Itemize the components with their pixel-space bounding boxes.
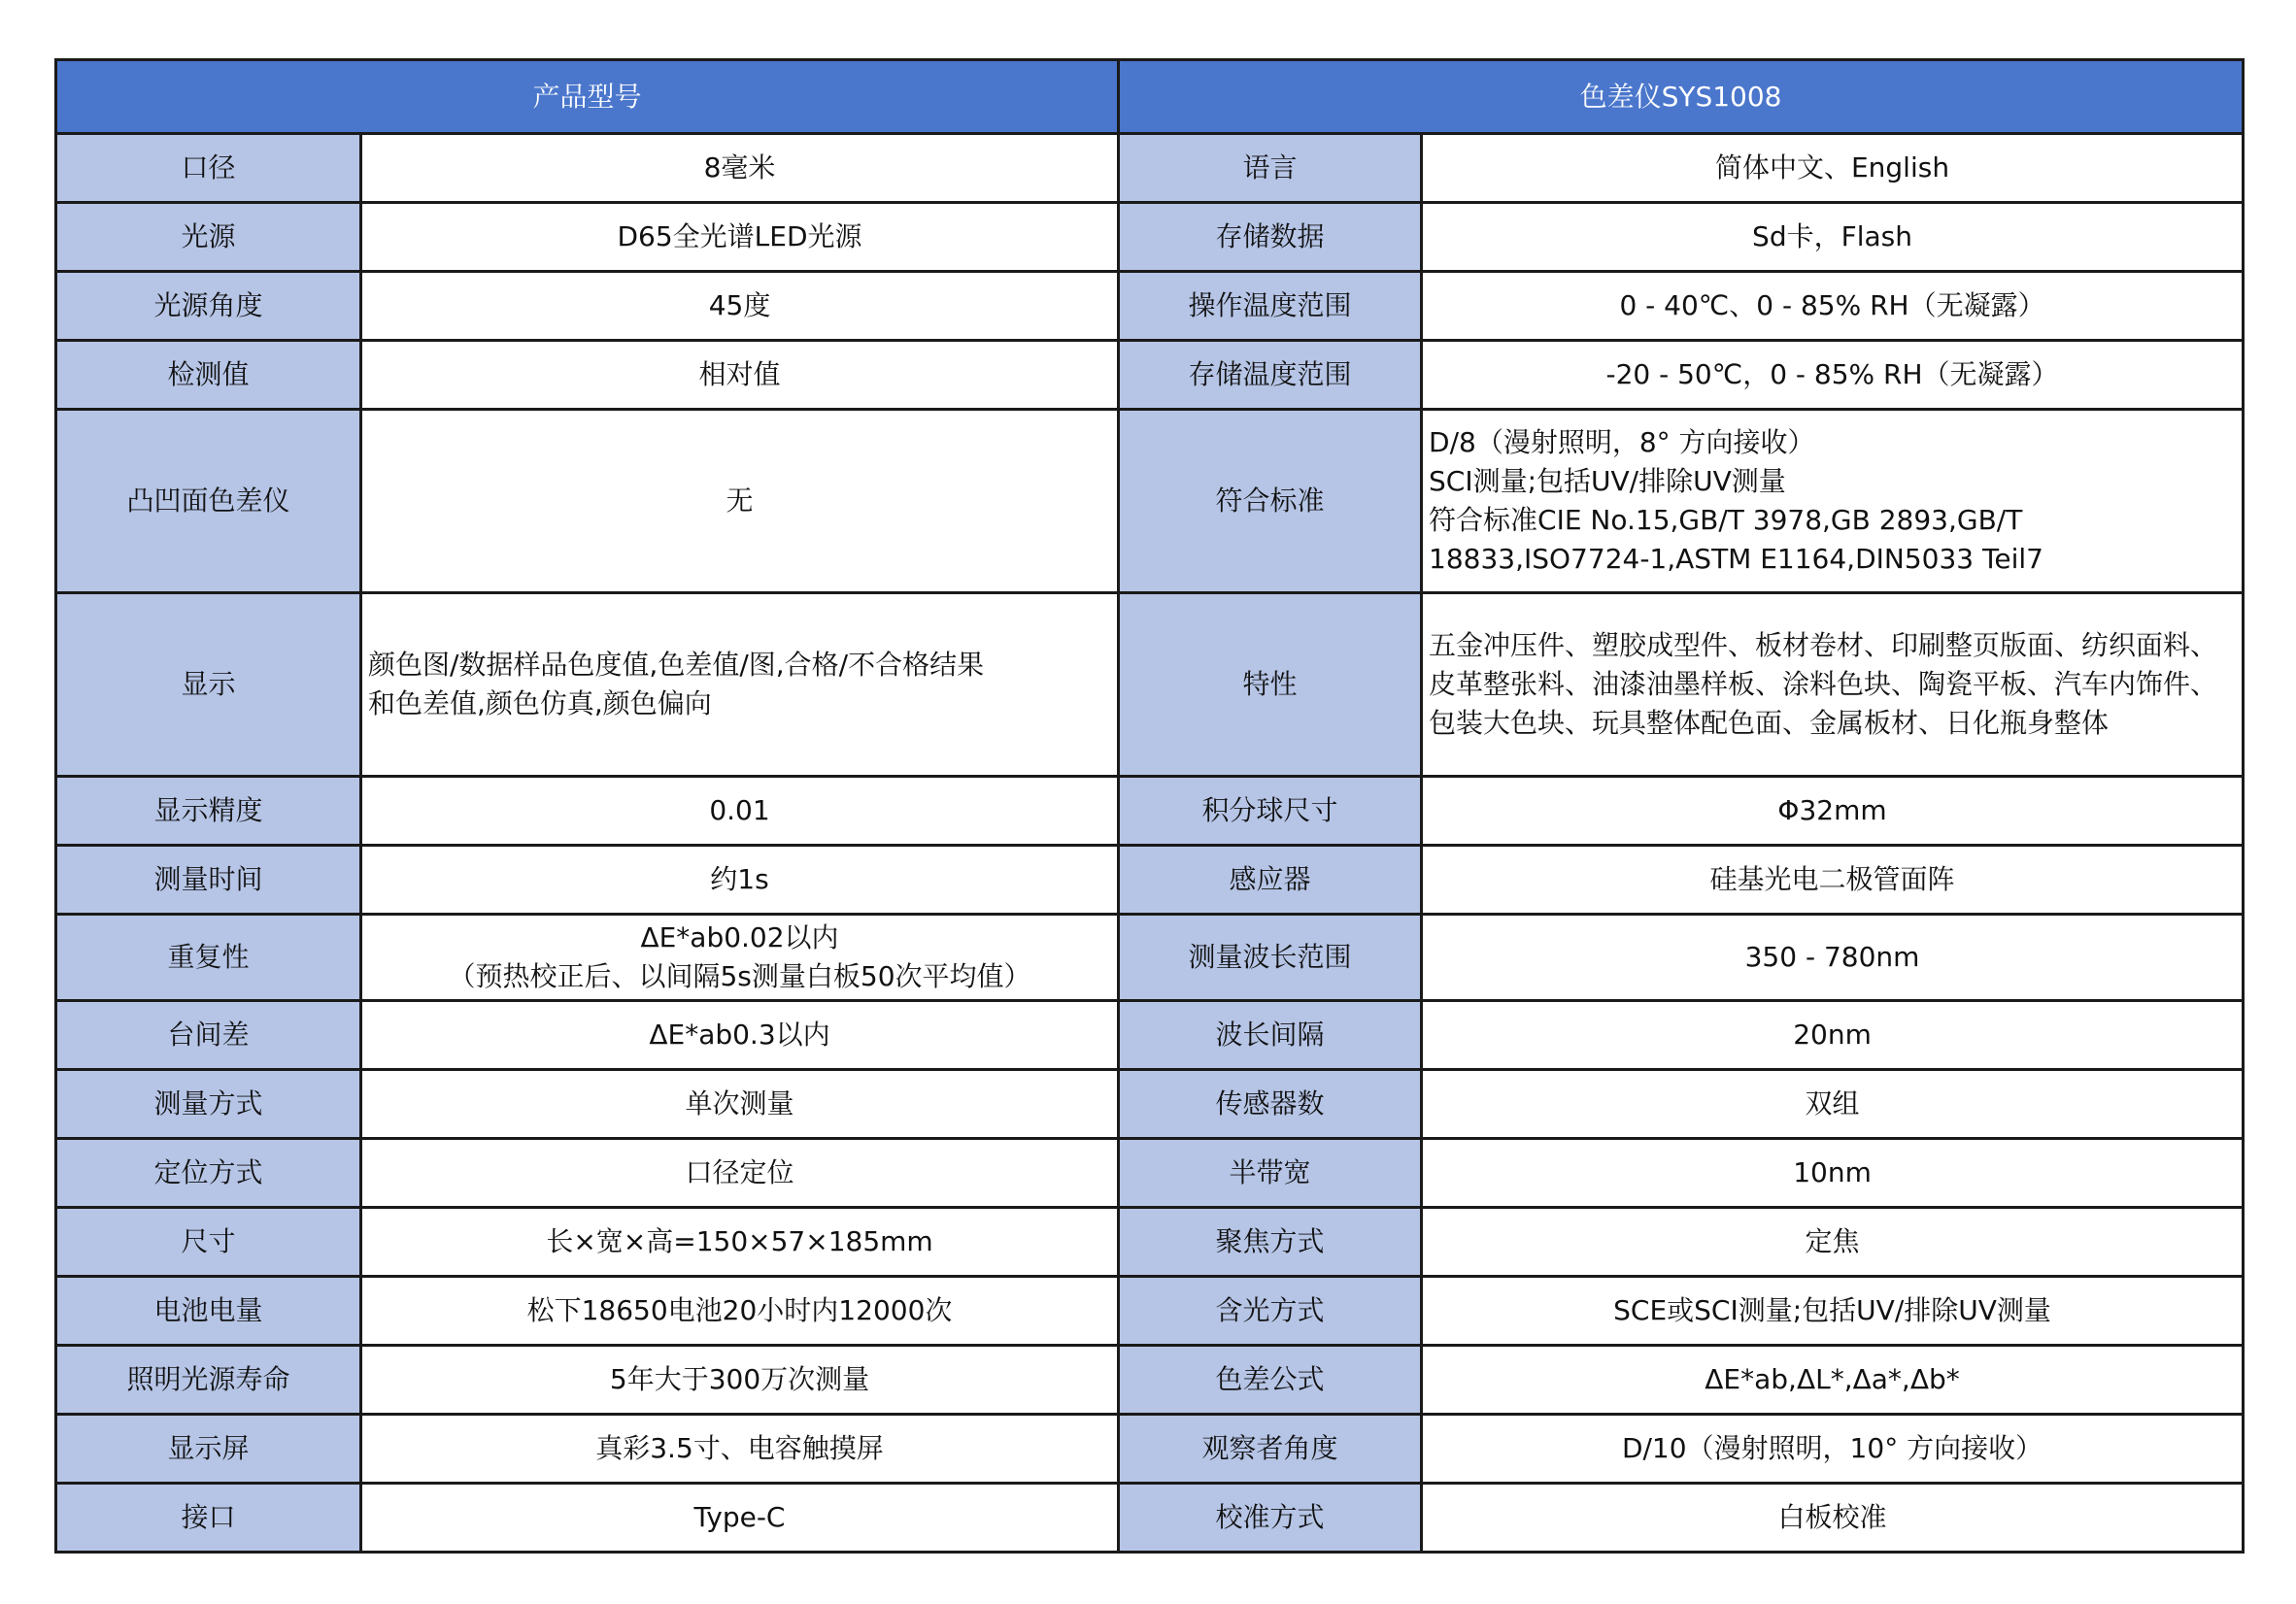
- spec-label: 光源: [56, 203, 361, 272]
- table-row: [56, 1277, 2244, 1346]
- spec-label: 测量时间: [56, 846, 361, 915]
- spec-value: SCE或SCI测量;包括UV/排除UV测量: [1422, 1277, 2244, 1346]
- spec-value: 颜色图/数据样品色度值,色差值/图,合格/不合格结果 和色差值,颜色仿真,颜色偏向: [361, 593, 1119, 777]
- spec-label: 聚焦方式: [1119, 1208, 1422, 1277]
- spec-value: 定焦: [1422, 1208, 2244, 1277]
- table-row: [56, 1001, 2244, 1070]
- spec-label: 观察者角度: [1119, 1415, 1422, 1484]
- spec-value: -20 - 50℃，0 - 85% RH（无凝露）: [1422, 341, 2244, 410]
- spec-label: 电池电量: [56, 1277, 361, 1346]
- spec-value: Φ32mm: [1422, 777, 2244, 846]
- spec-label: 显示: [56, 593, 361, 777]
- spec-value: 350 - 780nm: [1422, 915, 2244, 1001]
- spec-label: 显示精度: [56, 777, 361, 846]
- table-row: [56, 1070, 2244, 1139]
- table-row: [56, 272, 2244, 341]
- table-row: [56, 203, 2244, 272]
- spec-value: 双组: [1422, 1070, 2244, 1139]
- spec-label: 存储数据: [1119, 203, 1422, 272]
- spec-value: 0 - 40℃、0 - 85% RH（无凝露）: [1422, 272, 2244, 341]
- spec-value: Sd卡，Flash: [1422, 203, 2244, 272]
- spec-value: 长×宽×高=150×57×185mm: [361, 1208, 1119, 1277]
- spec-value: 10nm: [1422, 1139, 2244, 1208]
- spec-label: 操作温度范围: [1119, 272, 1422, 341]
- spec-label: 检测值: [56, 341, 361, 410]
- spec-label: 感应器: [1119, 846, 1422, 915]
- spec-value: 硅基光电二极管面阵: [1422, 846, 2244, 915]
- spec-label: 台间差: [56, 1001, 361, 1070]
- spec-label: 存储温度范围: [1119, 341, 1422, 410]
- product-model-header: 产品型号: [56, 60, 1119, 134]
- table-row: [56, 1208, 2244, 1277]
- table-row: [56, 915, 2244, 1001]
- spec-label: 凸凹面色差仪: [56, 410, 361, 593]
- spec-label: 含光方式: [1119, 1277, 1422, 1346]
- spec-value: 白板校准: [1422, 1484, 2244, 1553]
- spec-label: 校准方式: [1119, 1484, 1422, 1553]
- spec-label: 波长间隔: [1119, 1001, 1422, 1070]
- spec-value: Type-C: [361, 1484, 1119, 1553]
- spec-value: 真彩3.5寸、电容触摸屏: [361, 1415, 1119, 1484]
- table-row: [56, 410, 2244, 593]
- spec-label: 照明光源寿命: [56, 1346, 361, 1415]
- spec-label: 传感器数: [1119, 1070, 1422, 1139]
- spec-label: 接口: [56, 1484, 361, 1553]
- spec-label: 光源角度: [56, 272, 361, 341]
- spec-label: 口径: [56, 134, 361, 203]
- spec-value: 0.01: [361, 777, 1119, 846]
- spec-value: 松下18650电池20小时内12000次: [361, 1277, 1119, 1346]
- table-row: [56, 341, 2244, 410]
- header-row: [56, 60, 2244, 134]
- spec-label: 重复性: [56, 915, 361, 1001]
- table-row: [56, 134, 2244, 203]
- spec-label: 定位方式: [56, 1139, 361, 1208]
- spec-value: D/10（漫射照明，10° 方向接收）: [1422, 1415, 2244, 1484]
- spec-table: [54, 58, 2245, 1554]
- spec-value: 五金冲压件、塑胶成型件、板材卷材、印刷整页版面、纺织面料、皮革整张料、油漆油墨样板、涂料色块、陶瓷平板、汽车内饰件、包装大色块、玩具整体配色面、金属板材、日化瓶身整体: [1422, 593, 2244, 777]
- table-row: [56, 1484, 2244, 1553]
- table-row: [56, 593, 2244, 777]
- spec-value: ΔE*ab0.3以内: [361, 1001, 1119, 1070]
- spec-label: 符合标准: [1119, 410, 1422, 593]
- spec-value: 约1s: [361, 846, 1119, 915]
- spec-label: 语言: [1119, 134, 1422, 203]
- spec-value: 相对值: [361, 341, 1119, 410]
- spec-value: 口径定位: [361, 1139, 1119, 1208]
- spec-value: ΔE*ab0.02以内 （预热校正后、以间隔5s测量白板50次平均值）: [361, 915, 1119, 1001]
- spec-label: 色差公式: [1119, 1346, 1422, 1415]
- table-row: [56, 846, 2244, 915]
- spec-label: 测量波长范围: [1119, 915, 1422, 1001]
- product-name-header: 色差仪SYS1008: [1119, 60, 2244, 134]
- spec-label: 特性: [1119, 593, 1422, 777]
- table-row: [56, 1346, 2244, 1415]
- spec-label: 显示屏: [56, 1415, 361, 1484]
- spec-label: 测量方式: [56, 1070, 361, 1139]
- spec-value: ΔE*ab,ΔL*,Δa*,Δb*: [1422, 1346, 2244, 1415]
- table-row: [56, 777, 2244, 846]
- table-row: [56, 1415, 2244, 1484]
- spec-value: 8毫米: [361, 134, 1119, 203]
- spec-value: D/8（漫射照明，8° 方向接收） SCI测量;包括UV/排除UV测量 符合标准CIE No.15,GB/T 3978,GB 2893,GB/T 18833,ISO7724-1,ASTM E1164,DIN5033 Teil7: [1422, 410, 2244, 593]
- table-row: [56, 1139, 2244, 1208]
- spec-label: 积分球尺寸: [1119, 777, 1422, 846]
- spec-value: 单次测量: [361, 1070, 1119, 1139]
- spec-value: 20nm: [1422, 1001, 2244, 1070]
- spec-value: 5年大于300万次测量: [361, 1346, 1119, 1415]
- spec-value: 无: [361, 410, 1119, 593]
- spec-label: 半带宽: [1119, 1139, 1422, 1208]
- spec-value: D65全光谱LED光源: [361, 203, 1119, 272]
- spec-value: 简体中文、English: [1422, 134, 2244, 203]
- spec-label: 尺寸: [56, 1208, 361, 1277]
- spec-value: 45度: [361, 272, 1119, 341]
